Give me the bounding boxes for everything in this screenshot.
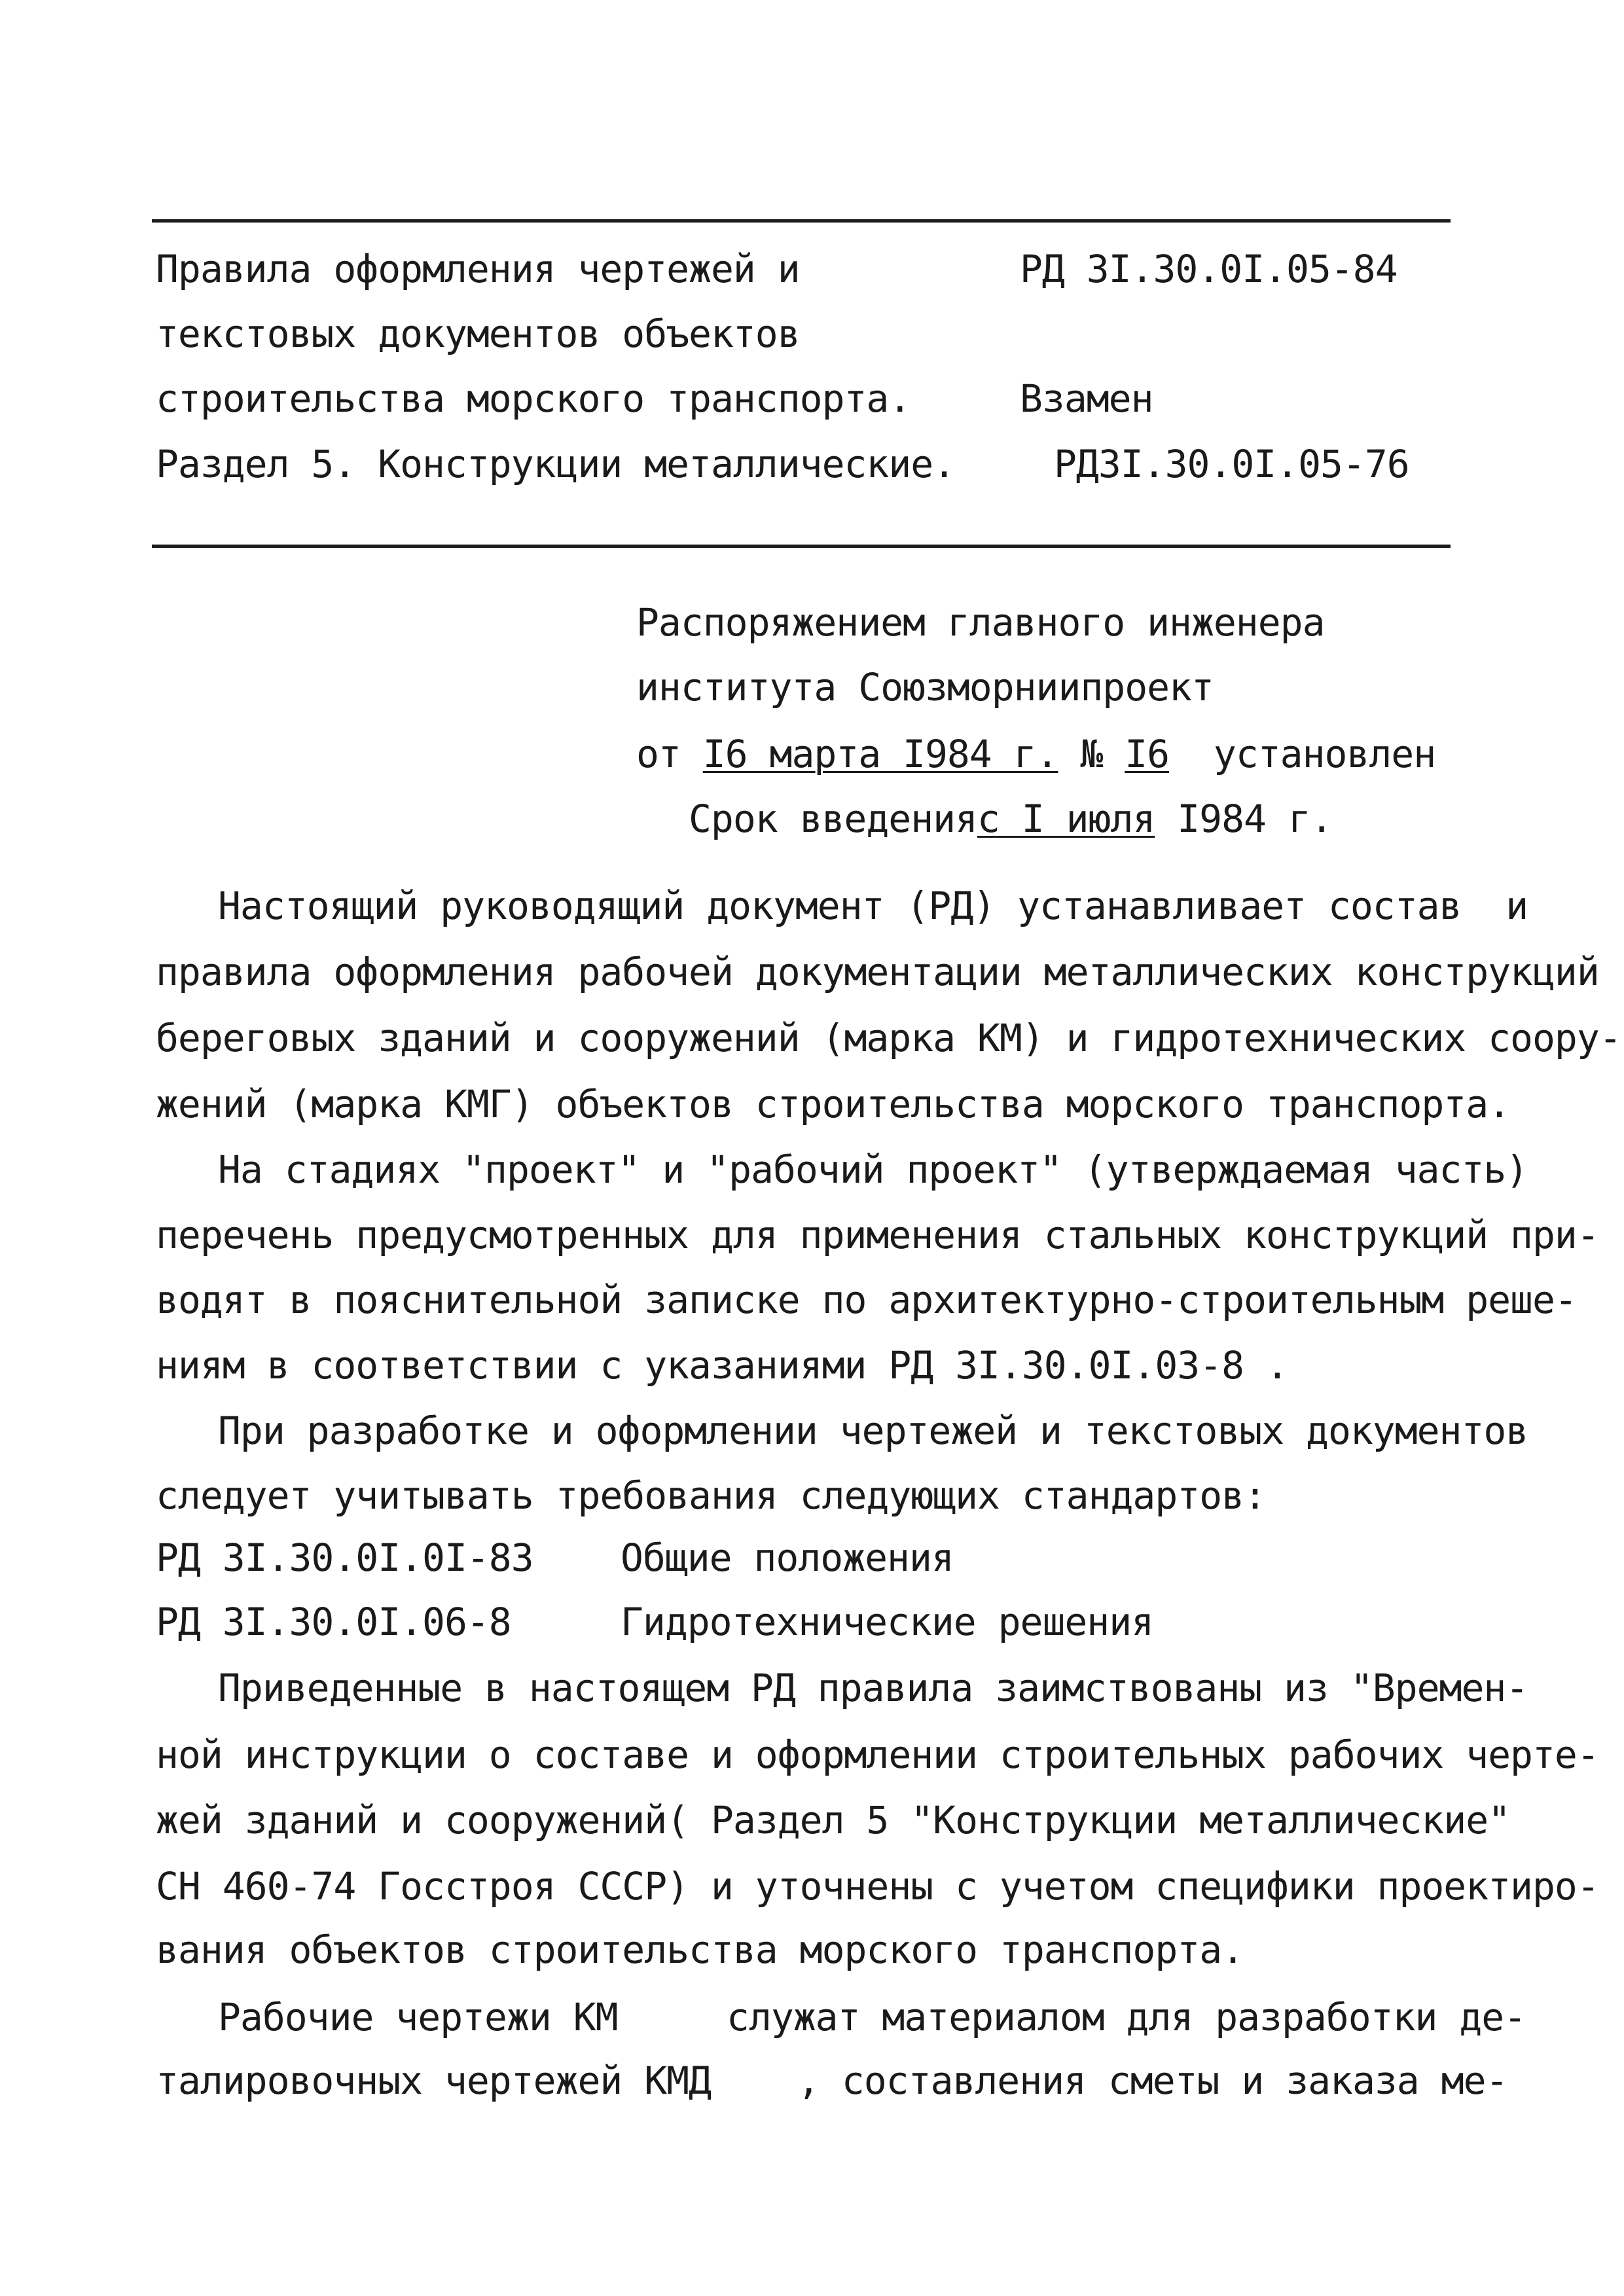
p2-line-4: ниям в соответствии с указаниями РД 3I.30.0I.03-8 . [156, 1343, 1288, 1388]
title-line-2: текстовых документов объектов [156, 312, 800, 356]
approval-line-4: Срок введенияс I июля I984 г. [689, 797, 1333, 841]
title-line-4: Раздел 5. Конструкции металлические. [156, 442, 956, 486]
p3-line-2: следует учитывать требования следующих стандартов: [156, 1473, 1266, 1518]
p2-line-2: перечень предусмотренных для применения стальных конструкций при- [156, 1213, 1599, 1257]
p5-line-1-right: служат материалом для разработки де- [727, 1995, 1526, 2039]
bottom-rule [152, 545, 1451, 548]
standard-title-2: Гидротехнические решения [621, 1600, 1154, 1644]
p1-line-3: береговых зданий и сооружений (марка КМ) и гидротехнических соору- [156, 1016, 1621, 1060]
doc-number: РД 3I.30.0I.05-84 [1020, 247, 1398, 291]
p2-line-3: водят в пояснительной записке по архитектурно-строительным реше- [156, 1278, 1577, 1322]
replaces-label: Взамен [1020, 376, 1153, 421]
standard-title-1: Общие положения [621, 1535, 954, 1580]
title-line-1: Правила оформления чертежей и [156, 247, 800, 291]
p4-line-5: вания объектов строительства морского транспорта. [156, 1928, 1244, 1972]
p4-line-1: Приведенные в настоящем РД правила заимствованы из "Времен- [218, 1666, 1528, 1710]
p5-line-2-right: , составления сметы и заказа ме- [797, 2058, 1508, 2103]
standard-code-1: РД 3I.30.0I.0I-83 [156, 1535, 533, 1580]
p2-line-1: На стадиях "проект" и "рабочий проект" (утверждаемая часть) [218, 1147, 1528, 1192]
approval-line-3: от I6 марта I984 г. № I6 установлен [636, 732, 1436, 776]
p1-line-1: Настоящий руководящий документ (РД) устанавливает состав и [218, 884, 1528, 928]
top-rule [152, 219, 1451, 223]
p5-line-2-left: талировочных чертежей КМД [156, 2058, 711, 2103]
replaces-number: РД3I.30.0I.05-76 [1054, 442, 1409, 486]
approval-line-2: института Союзморниипроект [636, 665, 1214, 709]
p5-line-1-left: Рабочие чертежи КМ [218, 1995, 618, 2039]
p3-line-1: При разработке и оформлении чертежей и текстовых документов [218, 1408, 1528, 1453]
approval-line-1: Распоряжением главного инженера [636, 600, 1325, 645]
p4-line-3: жей зданий и сооружений( Раздел 5 "Конструкции металлические" [156, 1798, 1511, 1842]
p1-line-2: правила оформления рабочей документации металлических конструкций [156, 950, 1599, 994]
p4-line-4: СН 460-74 Госстроя СССР) и уточнены с учетом специфики проектиро- [156, 1864, 1599, 1909]
p1-line-4: жений (марка КМГ) объектов строительства морского транспорта. [156, 1082, 1511, 1126]
standard-code-2: РД 3I.30.0I.06-8 [156, 1600, 511, 1644]
title-line-3: строительства морского транспорта. [156, 376, 911, 421]
p4-line-2: ной инструкции о составе и оформлении строительных рабочих черте- [156, 1732, 1599, 1777]
